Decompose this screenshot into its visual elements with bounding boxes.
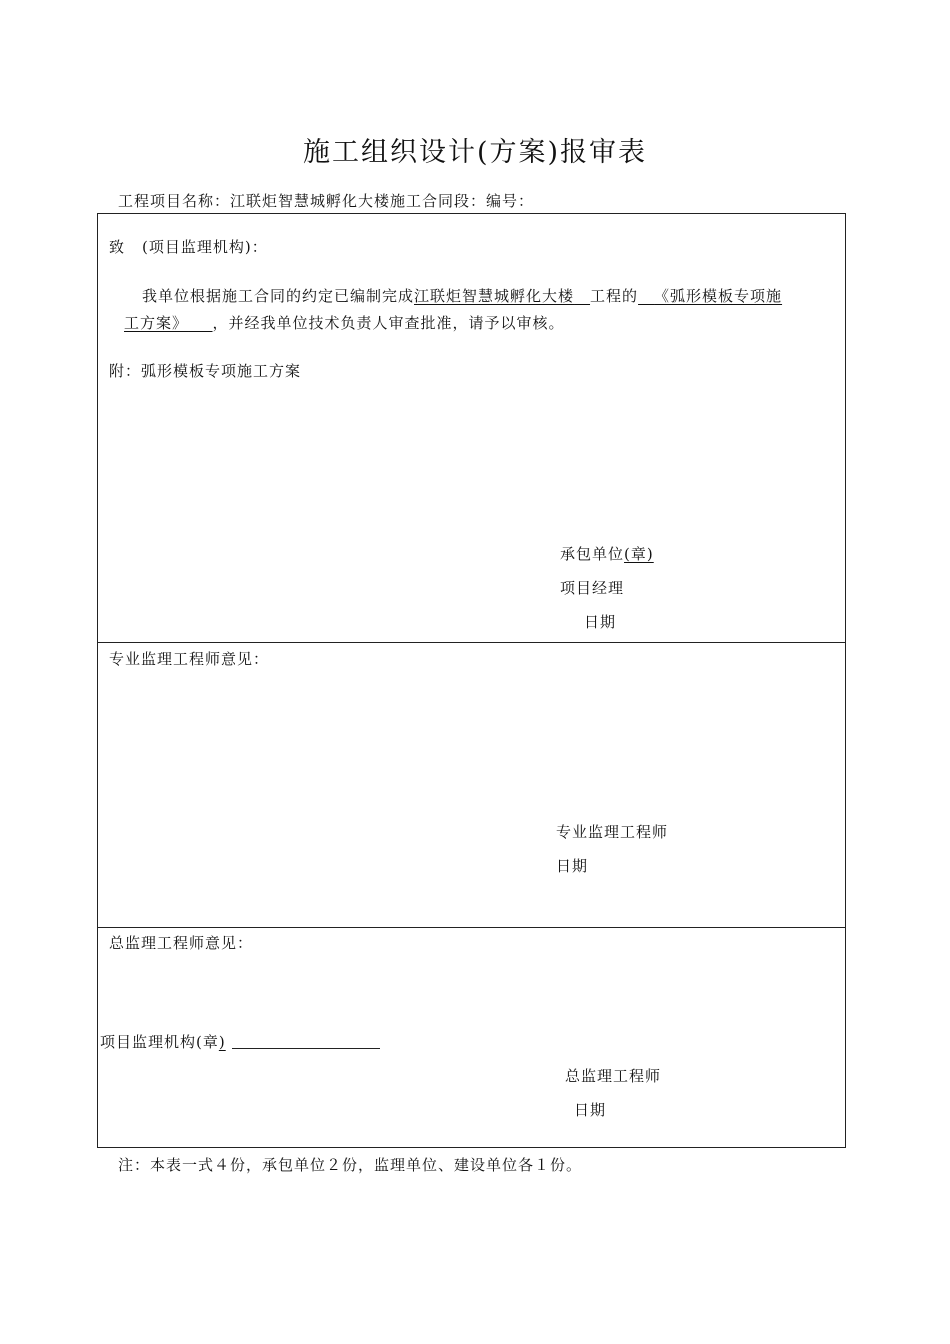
plan-name-part1: 《弧形模板专项施 (654, 287, 783, 305)
contractor-signature-line (560, 543, 654, 564)
attachment-line: 附：弧形模板专项施工方案 (109, 362, 302, 380)
addressee-org: (项目监理机构)： (142, 238, 268, 256)
plan-name-part2: 工方案》 (124, 314, 189, 332)
form-title: 施工组织设计(方案)报审表 (302, 137, 648, 168)
chief-opinion-label: 总监理工程师意见： (109, 934, 254, 952)
statement-mid: 工程的 (590, 287, 639, 305)
specialist-opinion-label: 专业监理工程师意见： (109, 650, 270, 668)
statement-suffix: ，并经我单位技术负责人审查批准，请予以审核。 (212, 314, 565, 332)
footnote: 注：本表一式４份，承包单位２份，监理单位、建设单位各１份。 (118, 1156, 583, 1174)
supervision-org-paren: ) (218, 1033, 226, 1051)
project-name-filled: 江联炬智慧城孵化大楼 (414, 287, 575, 305)
section-divider-2 (98, 927, 845, 928)
submission-statement-line2 (124, 312, 565, 333)
section-divider-1 (98, 642, 845, 643)
specialist-date-label: 日期 (556, 857, 589, 875)
chief-date-label: 日期 (574, 1101, 607, 1119)
contractor-date-label: 日期 (584, 613, 617, 631)
supervision-org-blank (232, 1048, 380, 1049)
specialist-engineer-label: 专业监理工程师 (556, 823, 669, 841)
chief-engineer-label: 总监理工程师 (565, 1067, 662, 1085)
statement-prefix: 我单位根据施工合同的约定已编制完成 (142, 287, 415, 305)
submission-statement-line1 (142, 285, 782, 306)
supervision-org-line (100, 1031, 226, 1052)
contractor-label: 承包单位 (560, 545, 625, 563)
supervision-org-label: 项目监理机构(章 (100, 1033, 219, 1051)
addressee-label: 致 (109, 238, 126, 256)
contractor-seal: (章) (624, 545, 654, 563)
review-form-table (97, 213, 846, 1148)
project-info-line: 工程项目名称：江联炬智慧城孵化大楼施工合同段：编号： (118, 192, 535, 210)
project-manager-label: 项目经理 (560, 579, 625, 597)
